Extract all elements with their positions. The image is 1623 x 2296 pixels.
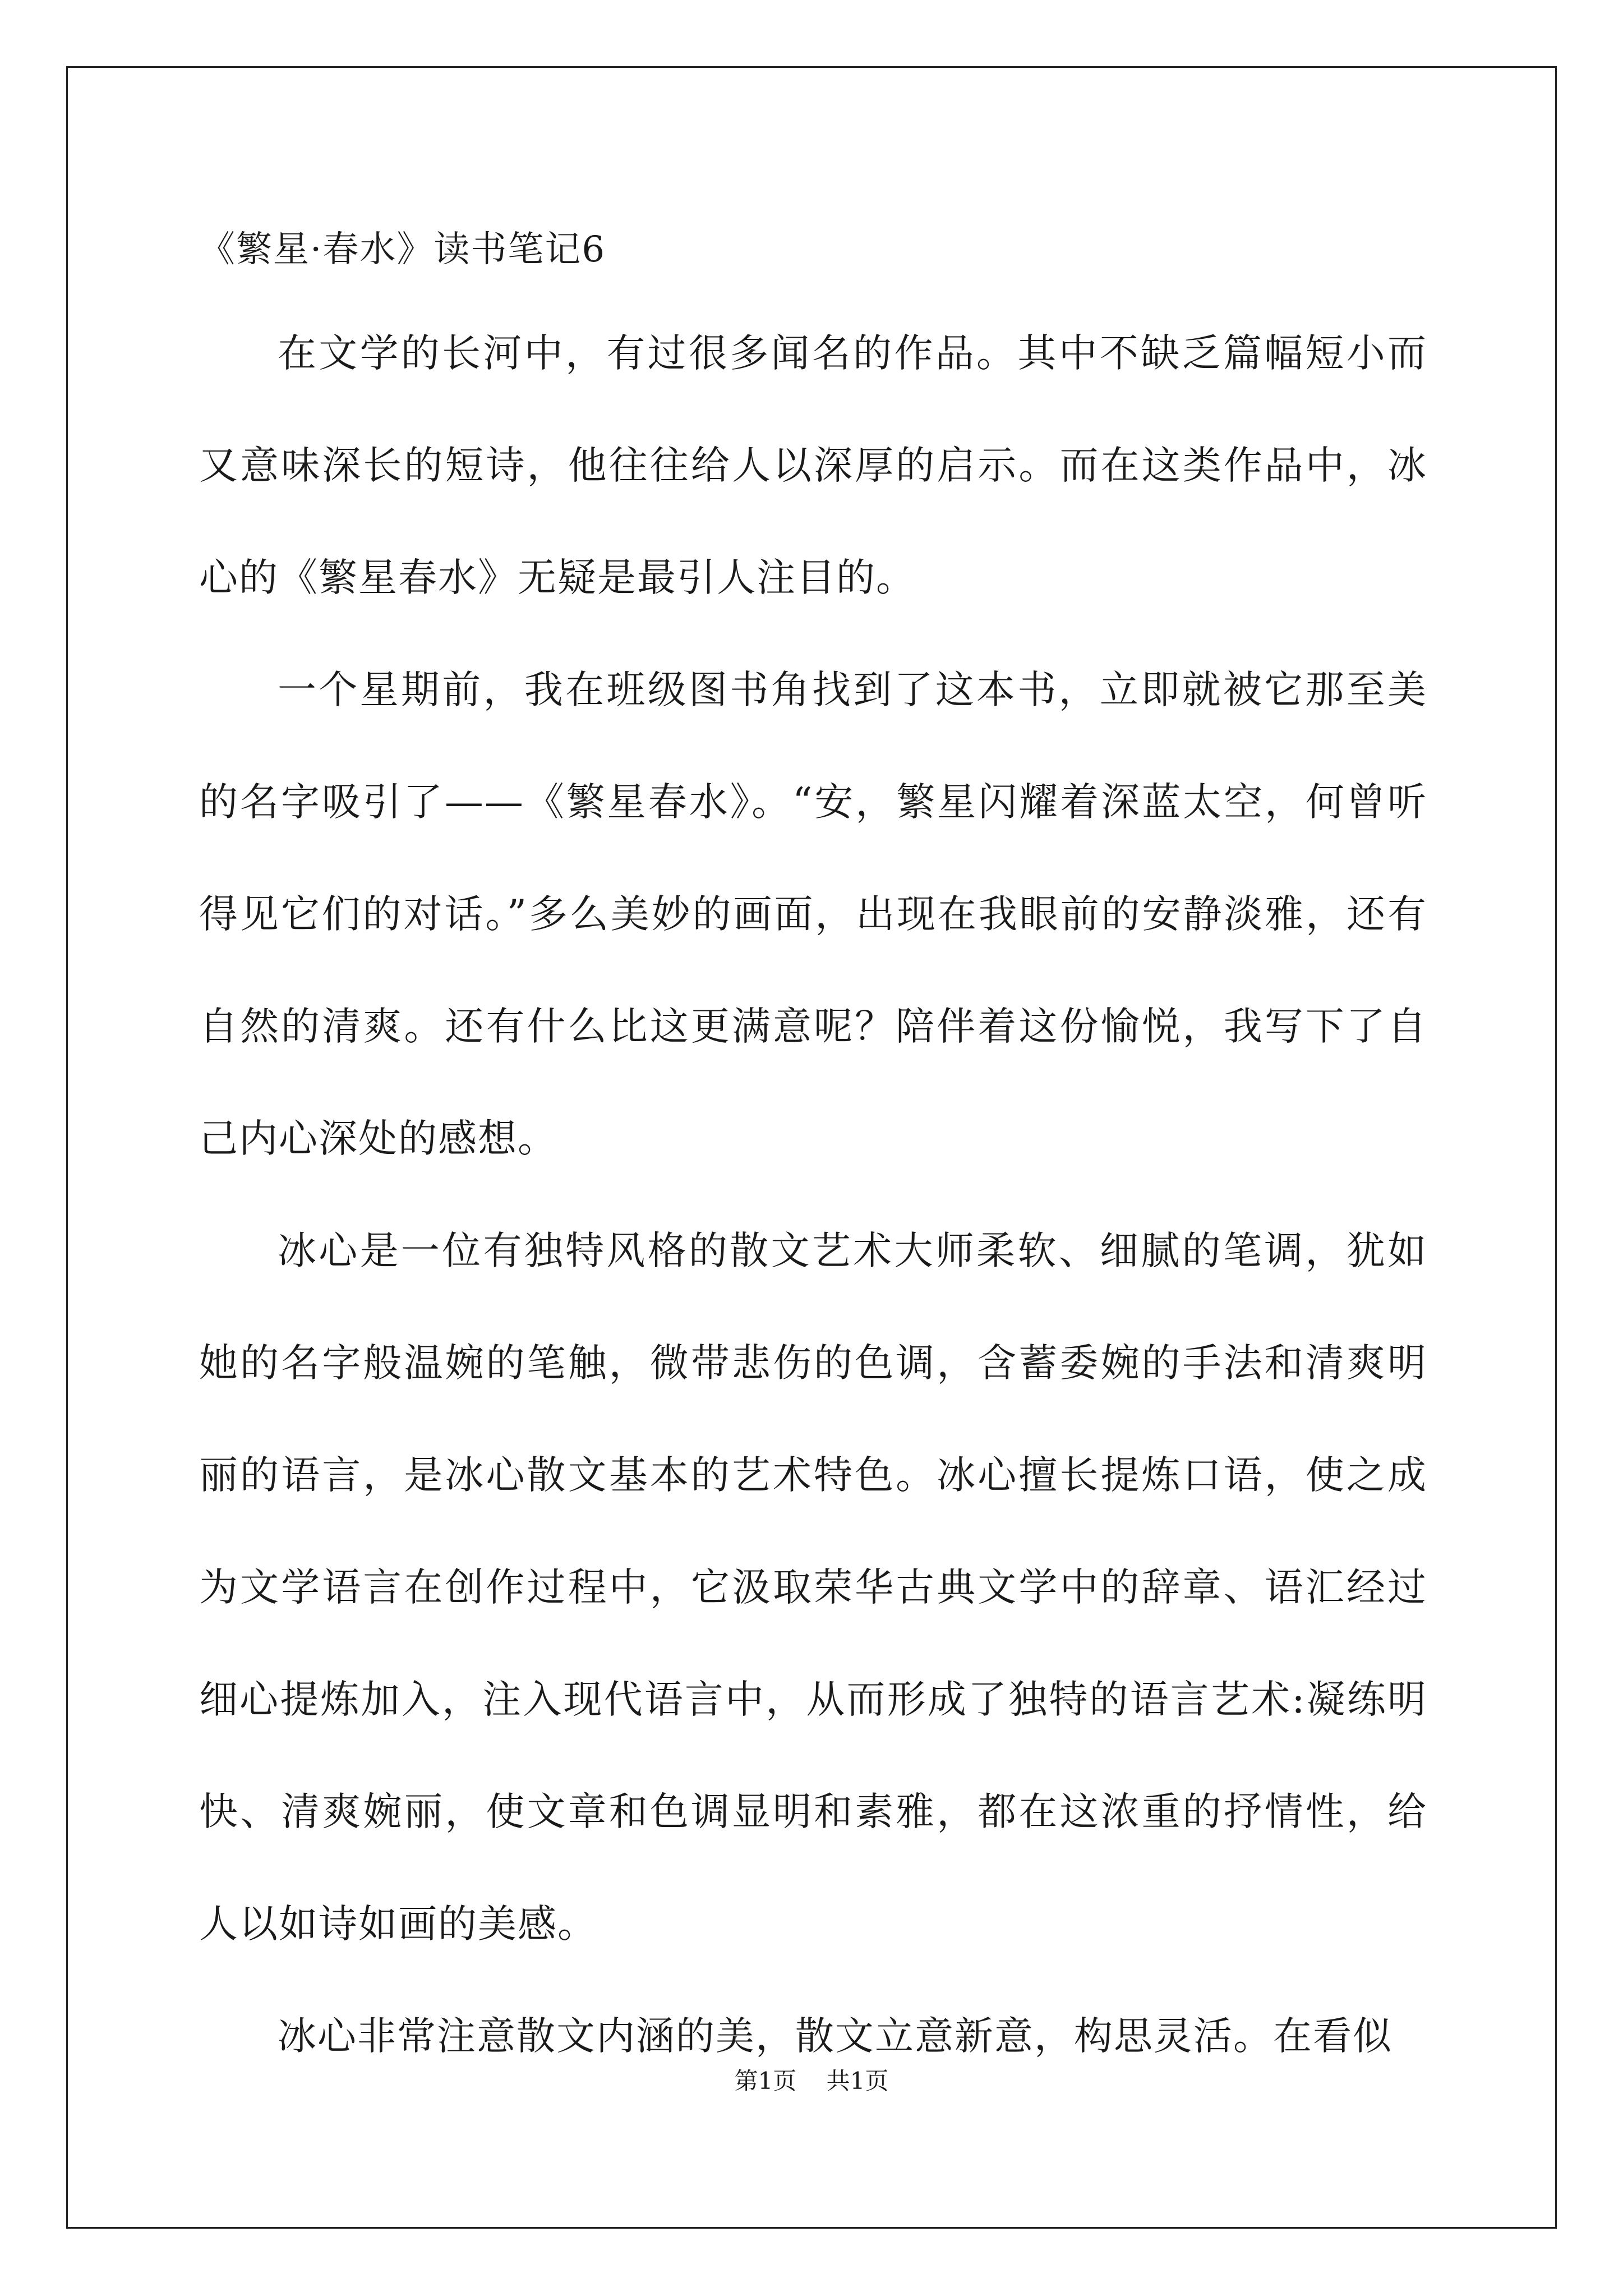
page-footer <box>0 2064 1623 2098</box>
page-total: 共1页 <box>826 2067 889 2095</box>
paragraph-2: 一个星期前，我在班级图书角找到了这本书，立即就被它那至美的名字吸引了——《繁星春水》。“安，繁星闪耀着深蓝太空，何曾听得见它们的对话。”多么美妙的画面，出现在我眼前的安静淡雅，还有自然的清爽。还有什么比这更满意呢？陪伴着这份愉悦，我写下了自己内心深处的感想。 <box>199 668 1427 1161</box>
paragraph-3: 冰心是一位有独特风格的散文艺术大师柔软、细腻的笔调，犹如她的名字般温婉的笔触，微带悲伤的色调，含蓄委婉的手法和清爽明丽的语言，是冰心散文基本的艺术特色。冰心擅长提炼口语，使之成为文学语言在创作过程中，它汲取荣华古典文学中的辞章、语汇经过细心提炼加入，注入现代语言中，从而形成了独特的语言艺术:凝练明快、清爽婉丽，使文章和色调显明和素雅，都在这浓重的抒情性，给人以如诗如画的美感。 <box>199 1228 1427 1947</box>
paragraph-4: 冰心非常注意散文内涵的美，散文立意新意，构思灵活。在看似 <box>278 2014 1393 2059</box>
document-title: 《繁星·春水》读书笔记6 <box>199 229 606 270</box>
paragraph-1: 在文学的长河中，有过很多闻名的作品。其中不缺乏篇幅短小而又意味深长的短诗，他往往给人以深厚的启示。而在这类作品中，冰心的《繁星春水》无疑是最引人注目的。 <box>199 331 1427 600</box>
document-body <box>199 213 1427 2092</box>
page-number: 第1页 <box>734 2067 797 2095</box>
